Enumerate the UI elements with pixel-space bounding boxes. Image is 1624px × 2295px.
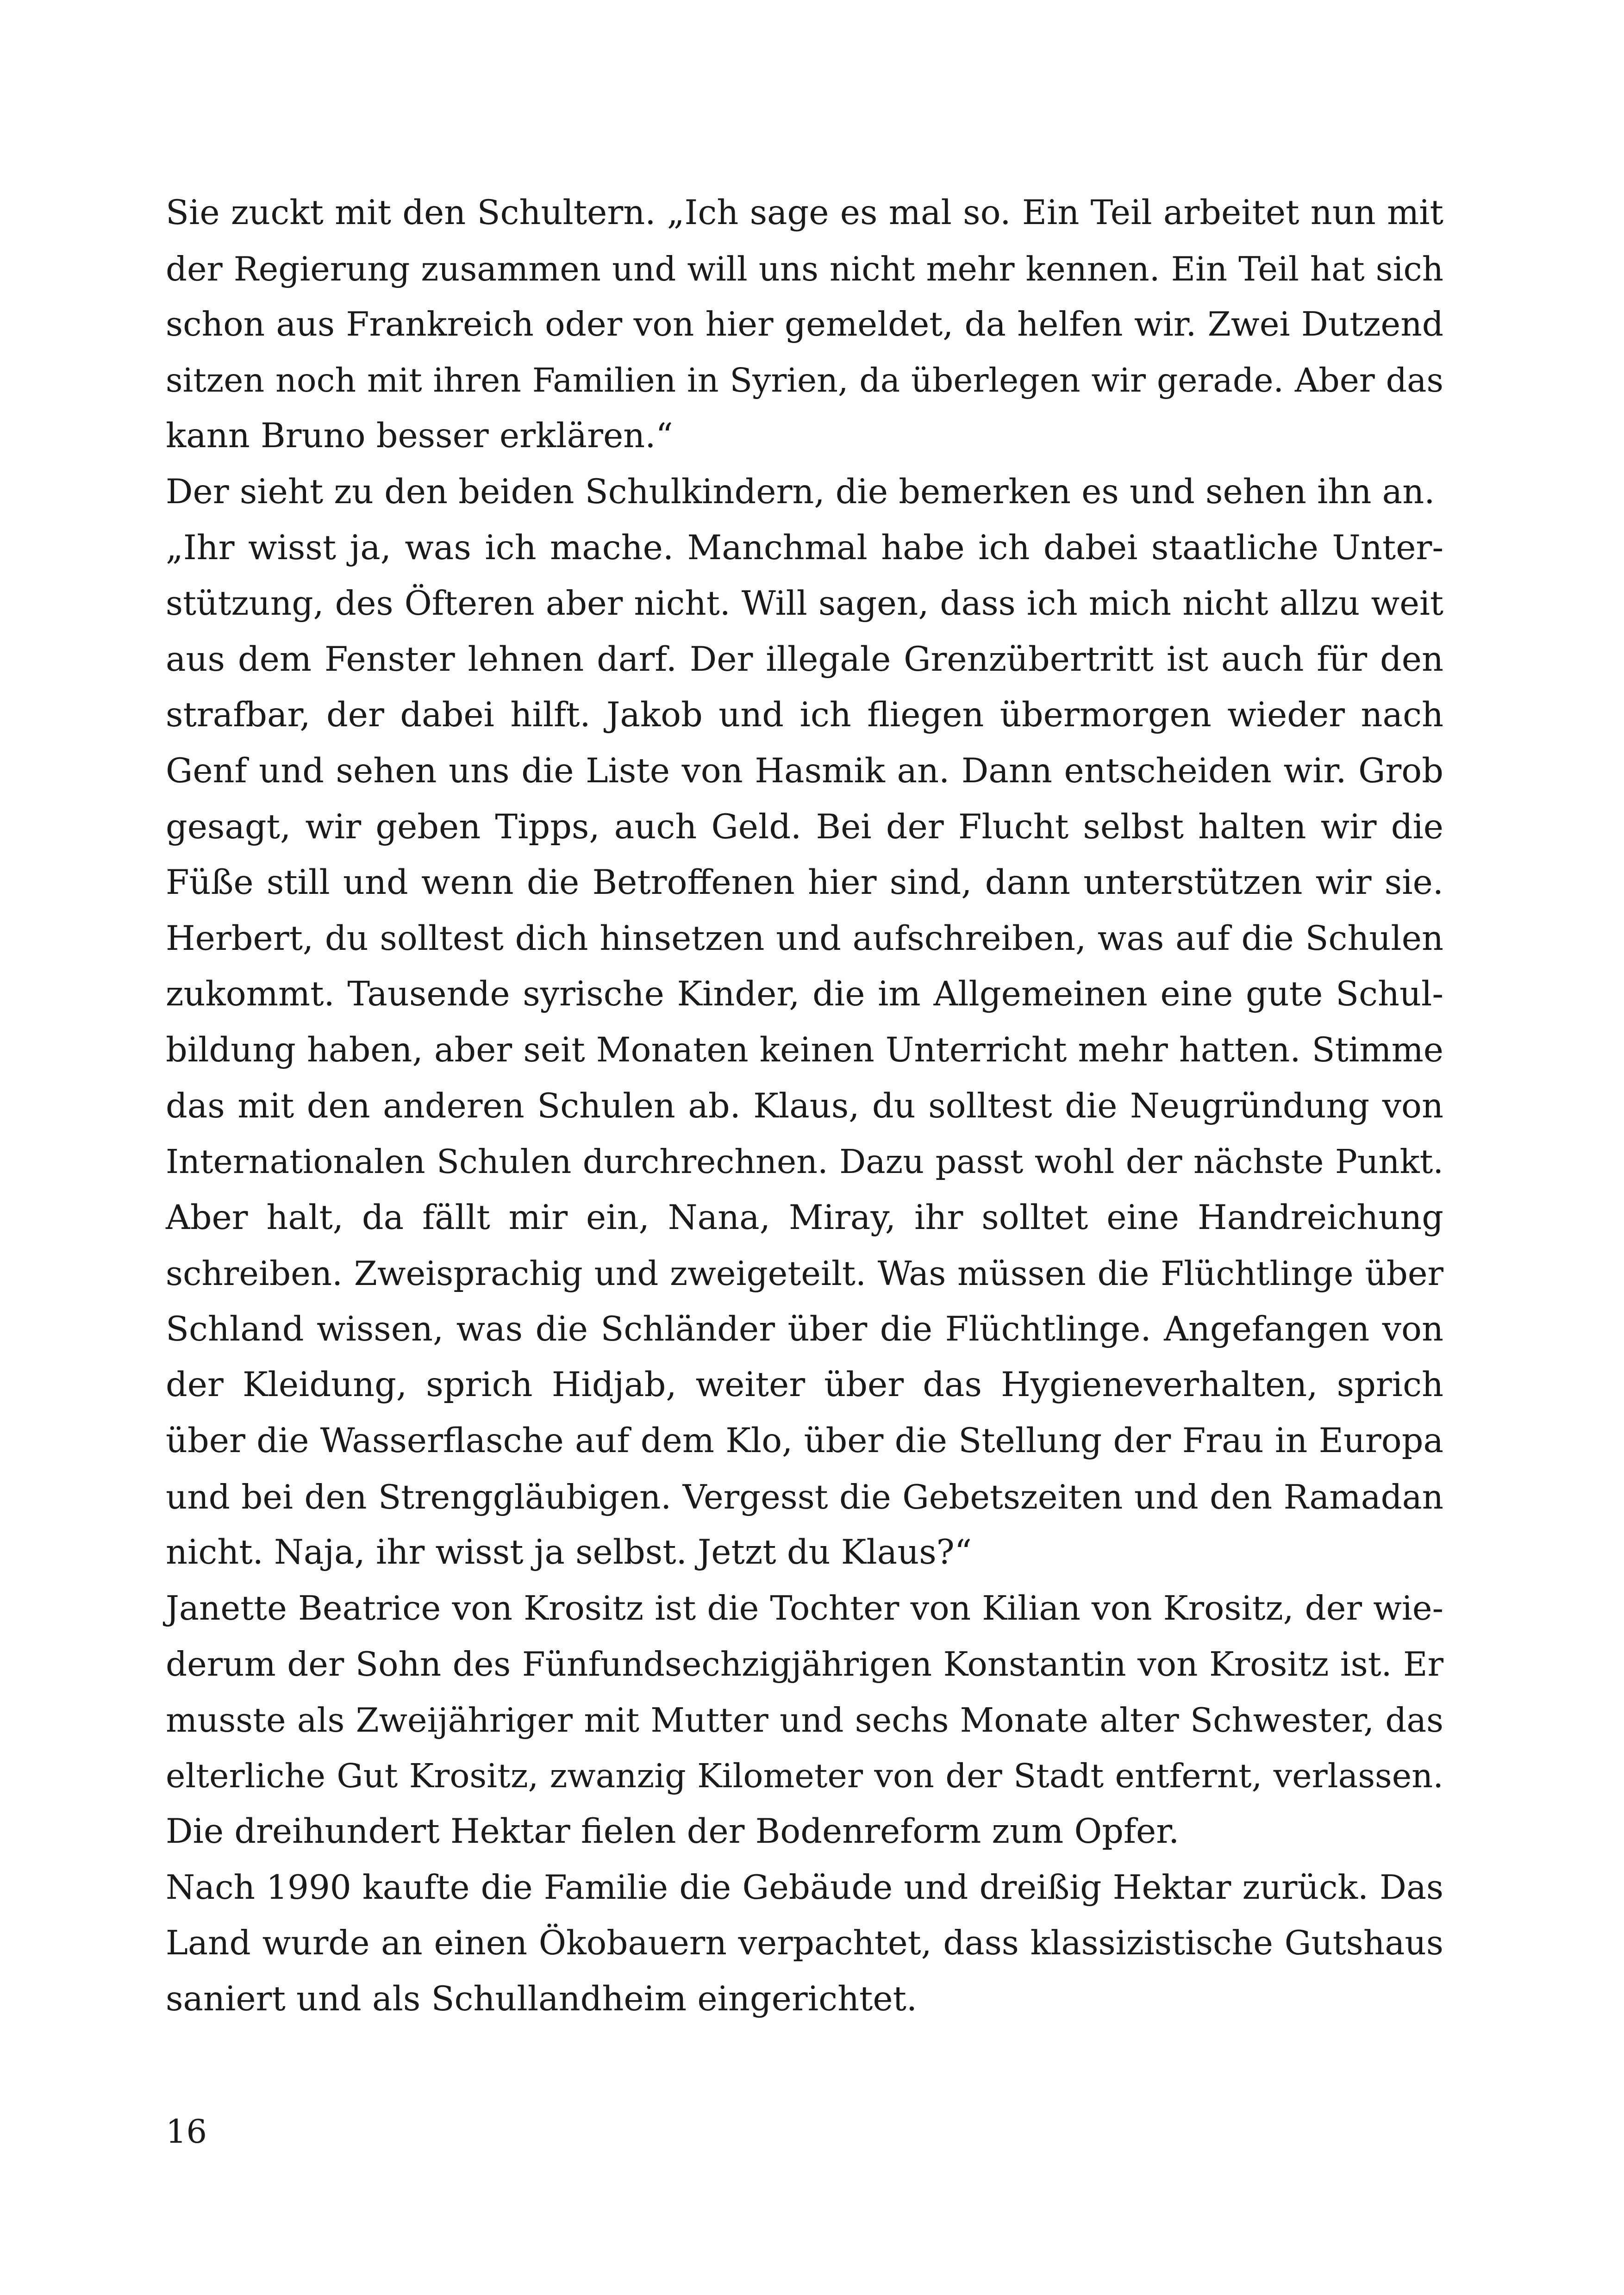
text-line: Janette Beatrice von Krositz ist die Tochter von Kilian von Krositz, der wie- [166, 1589, 1443, 1628]
text-line: Internationalen Schulen durchrechnen. Dazu passt wohl der nächste Punkt. [166, 1142, 1443, 1181]
text-line: nicht. Naja, ihr wisst ja selbst. Jetzt du Klaus?“ [166, 1533, 972, 1572]
text-line: schreiben. Zweisprachig und zweigeteilt. Was müssen die Flüchtlinge über [166, 1254, 1443, 1293]
text-line: Herbert, du solltest dich hinsetzen und aufschreiben, was auf die Schulen [166, 918, 1443, 958]
text-line: und bei den Strenggläubigen. Vergesst die Gebetszeiten und den Ramadan [166, 1477, 1443, 1516]
text-line: schon aus Frankreich oder von hier gemeldet, da helfen wir. Zwei Dutzend [166, 305, 1443, 344]
text-line: Genf und sehen uns die Liste von Hasmik an. Dann entscheiden wir. Grob [166, 751, 1443, 791]
text-line: gesagt, wir geben Tipps, auch Geld. Bei der Flucht selbst halten wir die [166, 807, 1443, 847]
text-line: aus dem Fenster lehnen darf. Der illegale Grenzübertritt ist auch für den [166, 639, 1443, 679]
body-text [166, 185, 1443, 2027]
text-line: stützung, des Öfteren aber nicht. Will sagen, dass ich mich nicht allzu weit [166, 584, 1443, 624]
paragraph-2 [166, 464, 1443, 520]
text-line: elterliche Gut Krositz, zwanzig Kilometer von der Stadt entfernt, verlassen. [166, 1756, 1443, 1795]
text-line: derum der Sohn des Fünfundsechzigjährigen Konstantin von Krositz ist. Er [166, 1645, 1443, 1684]
text-line: Der sieht zu den beiden Schulkindern, die bemerken es und sehen ihn an. [166, 472, 1435, 511]
text-line: kann Bruno besser erklären.“ [166, 416, 673, 456]
text-line: der Kleidung, sprich Hidjab, weiter über das Hygieneverhalten, sprich [166, 1365, 1443, 1405]
text-line: Nach 1990 kaufte die Familie die Gebäude und dreißig Hektar zurück. Das [166, 1868, 1443, 1907]
text-line: „Ihr wisst ja, was ich mache. Manchmal habe ich dabei staatliche Unter- [166, 528, 1443, 568]
text-line: Füße still und wenn die Betroffenen hier sind, dann unterstützen wir sie. [166, 863, 1443, 903]
text-line: über die Wasserflasche auf dem Klo, über die Stellung der Frau in Europa [166, 1421, 1443, 1461]
text-line: zukommt. Tausende syrische Kinder, die im Allgemeinen eine gute Schul- [166, 974, 1443, 1014]
text-line: Sie zuckt mit den Schultern. „Ich sage es mal so. Ein Teil arbeitet nun mit [166, 193, 1443, 232]
text-line: Land wurde an einen Ökobauern verpachtet, dass klassizistische Gutshaus [166, 1924, 1443, 1963]
paragraph-1 [166, 185, 1443, 464]
text-line: bildung haben, aber seit Monaten keinen Unterricht mehr hatten. Stimme [166, 1030, 1443, 1070]
text-line: Schland wissen, was die Schländer über die Flüchtlinge. Angefangen von [166, 1309, 1443, 1349]
text-line: musste als Zweijähriger mit Mutter und sechs Monate alter Schwester, das [166, 1701, 1443, 1740]
paragraph-3 [166, 520, 1443, 1581]
paragraph-5 [166, 1860, 1443, 2027]
text-line: Die dreihundert Hektar fielen der Bodenreform zum Opfer. [166, 1812, 1180, 1852]
page-number: 16 [166, 2113, 207, 2151]
paragraph-4 [166, 1581, 1443, 1860]
text-line: saniert und als Schullandheim eingerichtet. [166, 1979, 918, 2019]
text-line: das mit den anderen Schulen ab. Klaus, du solltest die Neugründung von [166, 1086, 1443, 1126]
text-line: sitzen noch mit ihren Familien in Syrien, da überlegen wir gerade. Aber das [166, 361, 1443, 399]
text-line: strafbar, der dabei hilft. Jakob und ich fliegen übermorgen wieder nach [166, 695, 1443, 735]
text-line: der Regierung zusammen und will uns nicht mehr kennen. Ein Teil hat sich [166, 249, 1443, 288]
text-line: Aber halt, da fällt mir ein, Nana, Miray, ihr solltet eine Handreichung [166, 1197, 1443, 1237]
